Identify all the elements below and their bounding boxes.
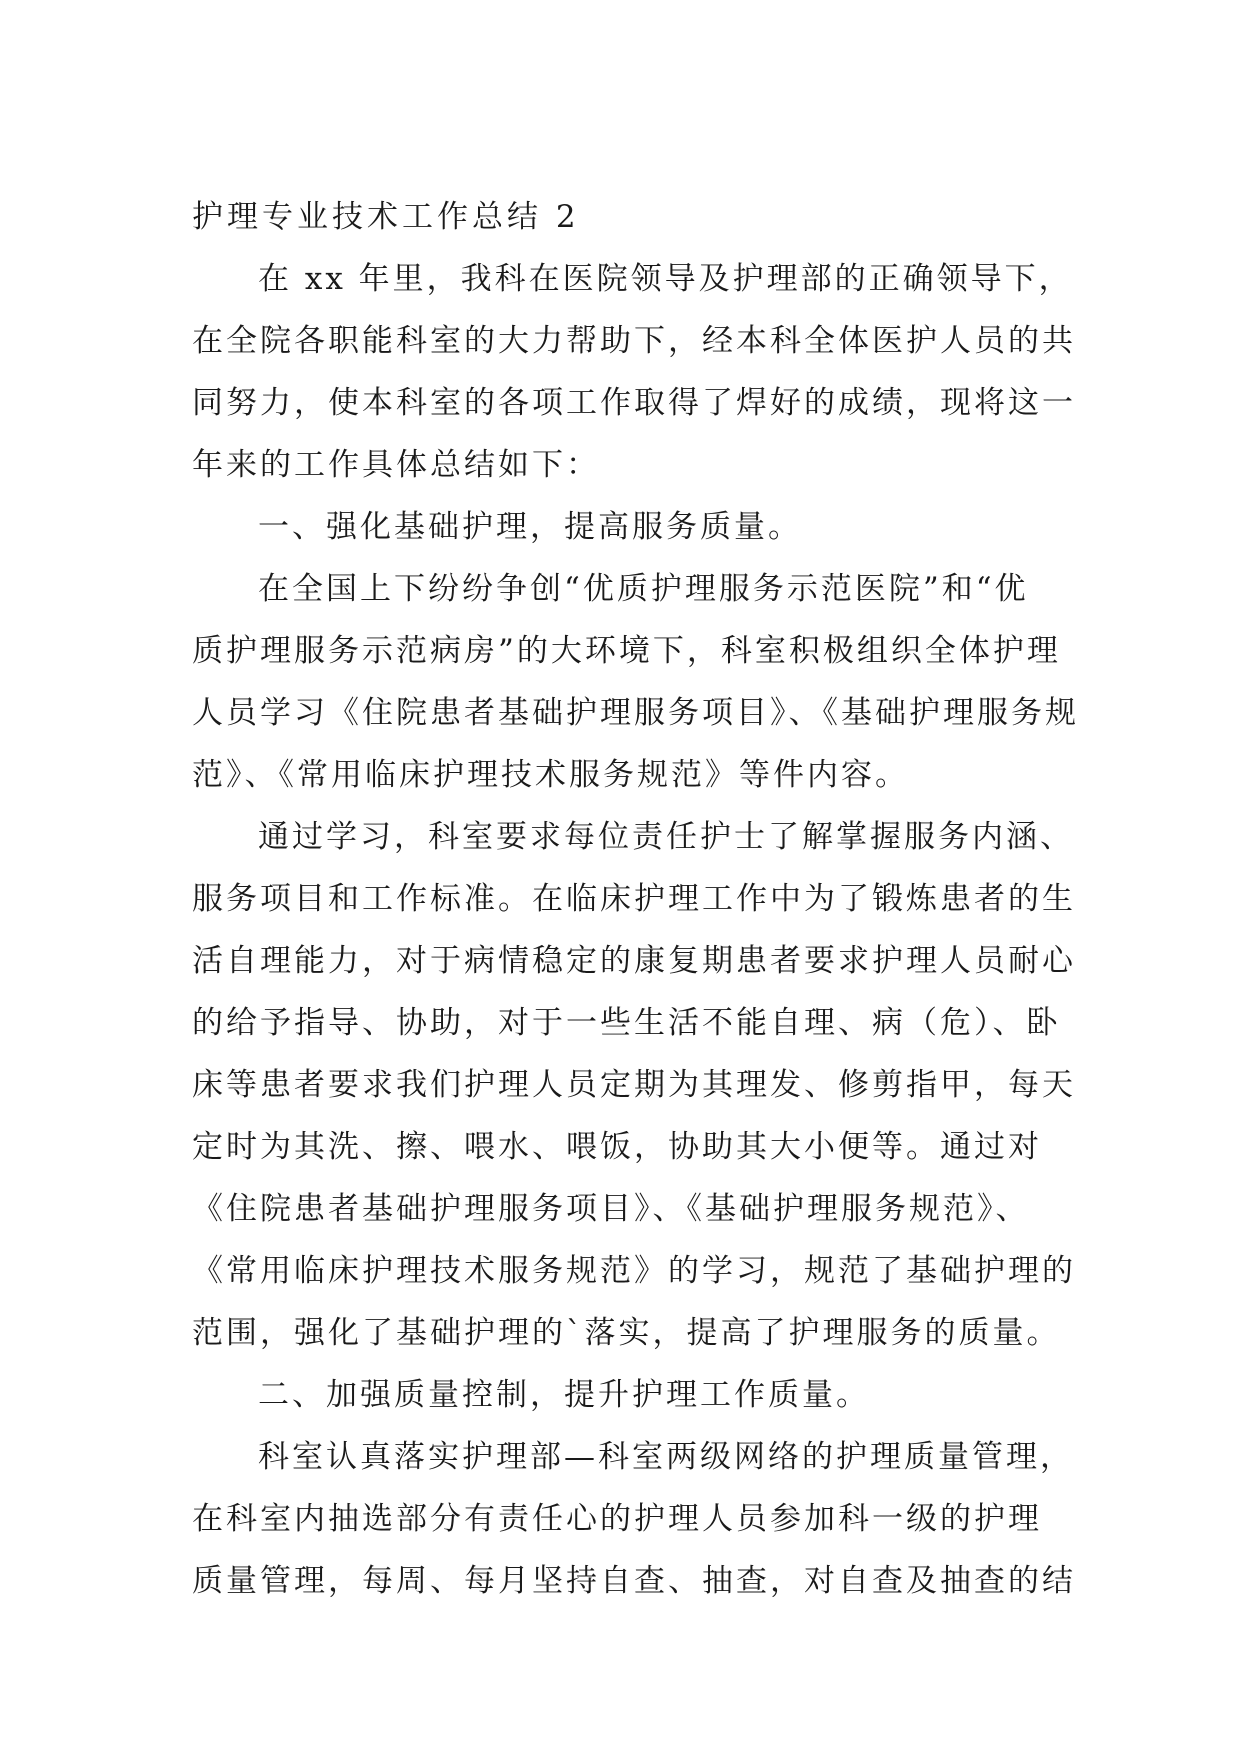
text-line: 二、加强质量控制，提升护理工作质量。 <box>258 1377 870 1413</box>
text-line: 人员学习《住院患者基础护理服务项目》、《基础护理服务规 <box>192 695 1079 731</box>
text-line: 床等患者要求我们护理人员定期为其理发、修剪指甲，每天 <box>192 1067 1076 1103</box>
text-line: 年来的工作具体总结如下： <box>192 447 600 483</box>
paragraph-lines <box>192 248 1079 1612</box>
text-line: 范》、《常用临床护理技术服务规范》等件内容。 <box>192 757 909 793</box>
text-line: 在科室内抽选部分有责任心的护理人员参加科一级的护理 <box>192 1501 1042 1537</box>
text-line: 的给予指导、协助，对于一些生活不能自理、病（危）、卧 <box>192 1005 1061 1041</box>
document-title: 护理专业技术工作总结 2 <box>192 199 580 235</box>
text-line: 质量管理，每周、每月坚持自查、抽查，对自查及抽查的结 <box>192 1563 1076 1599</box>
text-line: 在全院各职能科室的大力帮助下，经本科全体医护人员的共 <box>192 323 1076 359</box>
text-line: 在 xx 年里，我科在医院领导及护理部的正确领导下， <box>258 261 1073 297</box>
text-line: 活自理能力，对于病情稳定的康复期患者要求护理人员耐心 <box>192 943 1076 979</box>
text-line: 同努力，使本科室的各项工作取得了焊好的成绩，现将这一 <box>192 385 1076 421</box>
text-line: 一、强化基础护理，提高服务质量。 <box>258 509 802 545</box>
text-line: 服务项目和工作标准。在临床护理工作中为了锻炼患者的生 <box>192 881 1076 917</box>
document-body <box>192 186 1079 1612</box>
text-line: 通过学习，科室要求每位责任护士了解掌握服务内涵、 <box>258 819 1074 855</box>
text-line: 《住院患者基础护理服务项目》、《基础护理服务规范》、 <box>192 1191 1030 1227</box>
text-line: 范围，强化了基础护理的`落实，提高了护理服务的质量。 <box>192 1315 1061 1351</box>
text-line: 《常用临床护理技术服务规范》的学习，规范了基础护理的 <box>192 1253 1076 1289</box>
text-line: 定时为其洗、擦、喂水、喂饭，协助其大小便等。通过对 <box>192 1129 1042 1165</box>
text-line: 质护理服务示范病房”的大环境下，科室积极组织全体护理 <box>192 633 1061 669</box>
text-line: 在全国上下纷纷争创“优质护理服务示范医院”和“优 <box>258 571 1029 607</box>
text-line: 科室认真落实护理部—科室两级网络的护理质量管理， <box>258 1439 1074 1475</box>
